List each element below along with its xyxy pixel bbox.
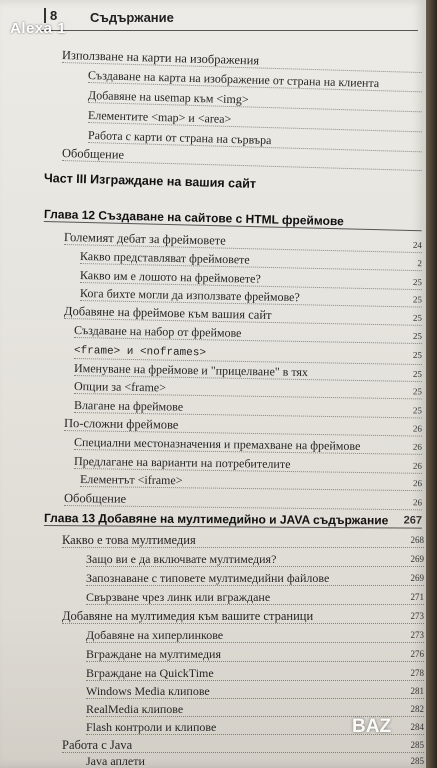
site-logo: BAZ xyxy=(352,716,392,737)
toc-entry: <frame> и <noframes> 25 xyxy=(74,342,422,365)
toc-entry: По-сложни фреймове 26 xyxy=(64,416,422,437)
toc-entry: Обобщение xyxy=(62,146,422,171)
toc-entry: Специални местоназначения и премахване на фреймове 26 xyxy=(73,435,423,453)
toc-entry: Свързване чрез линк или вграждане 271 xyxy=(86,590,424,604)
toc-entry: Големият дебат за фреймовете 24 xyxy=(64,230,422,253)
toc-entry: Java аплети 285 xyxy=(86,754,424,768)
toc-entry: RealMedia клипове 282 xyxy=(86,702,424,716)
toc-entry: Windows Media клипове 281 xyxy=(86,684,424,698)
toc-entry: Flash контроли и клипове 284 xyxy=(86,720,424,734)
toc-entry: Създаване на карта на изображение от страна на клиента xyxy=(88,68,422,92)
toc-entry: Работа с Java 285 xyxy=(62,738,424,752)
toc-entry: Елементите <map> и <area> xyxy=(88,108,422,132)
toc-entry: Добавяне на мултимедия към вашите страници 273 xyxy=(62,609,424,623)
toc-entry: Опции за <frame> 25 xyxy=(74,379,422,399)
page-number: 8 xyxy=(44,8,57,23)
toc-entry: Работа с карти от страна на сървъра xyxy=(88,128,422,152)
toc-entry: Предлагане на варианти на потребителите 26 xyxy=(74,454,422,474)
running-head-title: Съдържание xyxy=(90,10,174,25)
toc-entry: Добавяне на фреймове към вашия сайт 25 xyxy=(64,304,422,326)
toc-entry: Елементът <iframe> 26 xyxy=(80,472,422,491)
toc-entry: Добавяне на usemap към <img> xyxy=(88,88,422,112)
toc-entry: Използване на карти на изображения xyxy=(62,48,422,73)
toc-entry: Кога бихте могли да използвате фреймове? 25 xyxy=(80,286,422,308)
toc-entry: Какво им е лошото на фреймовете? 25 xyxy=(80,268,422,290)
toc-entry: Защо ви е да включвате мултимедия? 269 xyxy=(86,552,424,566)
toc-entry: Именуване на фреймове и "прицелване" в тях 25 xyxy=(74,361,422,382)
watermark-text: Alexa 1 xyxy=(10,20,67,37)
chapter-heading: Глава 12 Създаване на сайтове с HTML фреймове xyxy=(44,207,422,231)
toc-entry: Създаване на набор от фреймове 25 xyxy=(74,323,422,344)
toc-entry: Запознаване с типовете мултимедийни файлове 269 xyxy=(86,571,424,585)
book-edge xyxy=(426,0,437,768)
toc-entry: Вграждане на QuickTime 278 xyxy=(86,666,424,680)
running-header xyxy=(38,6,418,31)
toc-entry: Вграждане на мултимедия 276 xyxy=(86,647,424,661)
part-heading: Част III Изграждане на вашия сайт xyxy=(43,171,257,191)
toc-entry: Влагане на фреймове 25 xyxy=(74,398,422,418)
toc-entry: Какво е това мултимедия 268 xyxy=(62,533,424,547)
toc-entry: Добавяне на хиперлинкове 273 xyxy=(86,628,424,642)
toc-entry: Обобщение 26 xyxy=(64,491,422,510)
toc-entry: Какво представляват фреймовете 2 xyxy=(80,249,422,271)
chapter-heading: Глава 13 Добавяне на мултимедийно и JAVA съдържание 267 xyxy=(43,511,423,528)
